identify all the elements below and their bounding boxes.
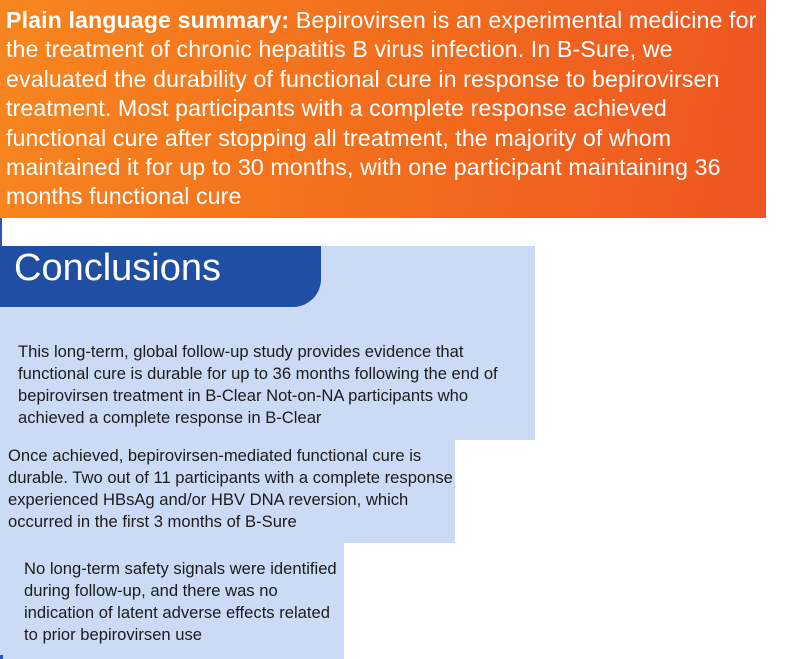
summary-lead: Plain language summary: (6, 7, 290, 33)
conclusion-item-2: Once achieved, bepirovirsen-mediated functional cure is durable. Two out of 11 participants with a complete response experienced HBsAg and/or HBV DNA reversion, which occurred in the first 3 months of B-Sure (8, 446, 453, 531)
plain-language-summary (0, 0, 766, 218)
conclusion-item-1: This long-term, global follow-up study provides evidence that functional cure is durable for up to 36 months following the end of bepirovirsen treatment in B-Clear Not-on-NA participants who achieved a complete response in B-Clear (18, 342, 498, 427)
left-accent-line (0, 218, 2, 246)
summary-text: Bepirovirsen is an experimental medicine for the treatment of chronic hepatitis B virus infection. In B-Sure, we evaluated the durability of functional cure in response to bepirovirsen treatment. Most participants with a complete response achieved functional cure after stopping all treatment, the majority of whom maintained it for up to 30 months, with one participant maintaining 36 months functional cure (6, 7, 757, 210)
corner-accent-mark (0, 655, 3, 659)
conclusions-heading: Conclusions (0, 246, 321, 307)
conclusion-item-3: No long-term safety signals were identified during follow-up, and there was no indication of latent adverse effects related to prior bepirovirsen use (24, 559, 337, 644)
